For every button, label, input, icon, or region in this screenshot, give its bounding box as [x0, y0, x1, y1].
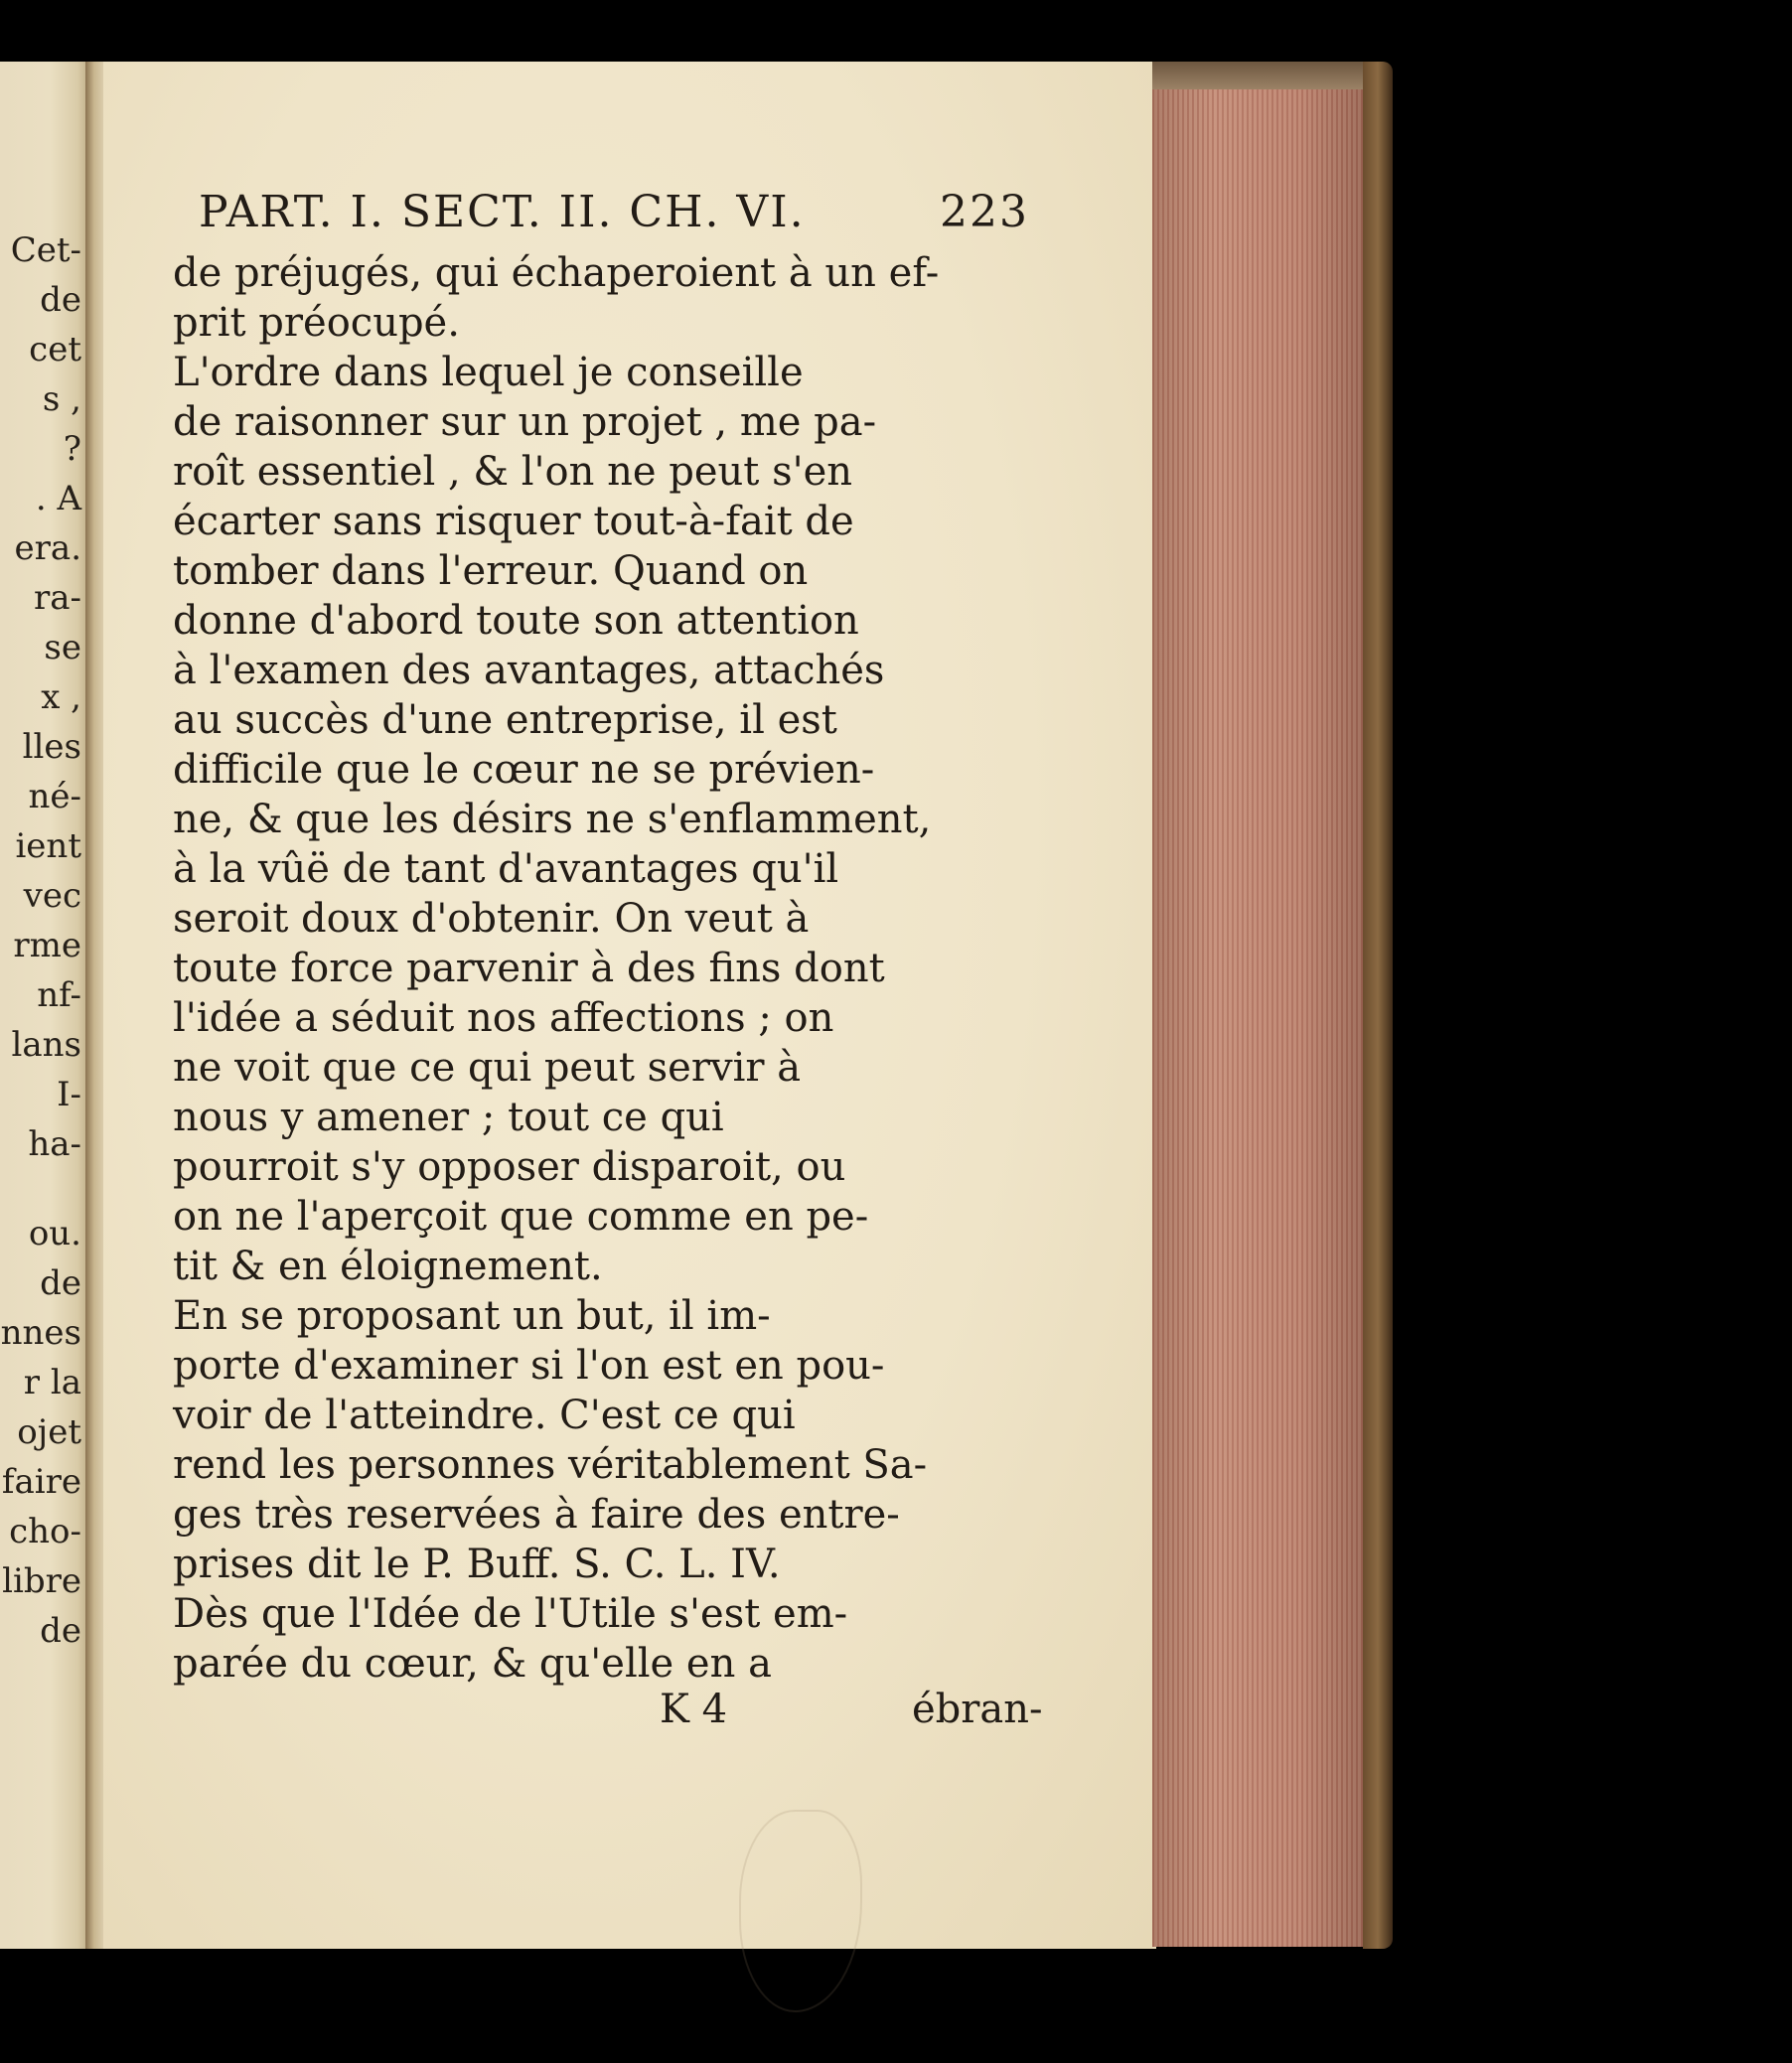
text-line: à l'examen des avantages, attachés [173, 648, 885, 693]
text-line: seroit doux d'obtenir. On veut à [173, 896, 810, 942]
left-line: lans [11, 1025, 81, 1065]
left-line: ou. [28, 1214, 81, 1253]
left-line: faire [1, 1462, 81, 1502]
text-line: prises dit le P. Buff. S. C. L. IV. [173, 1542, 781, 1587]
page-number: 223 [940, 187, 1029, 237]
page-edges [1152, 89, 1363, 1947]
left-line: cet [29, 330, 81, 369]
text-line: L'ordre dans lequel je conseille [173, 350, 804, 395]
text-line: tit & en éloignement. [173, 1244, 603, 1289]
left-line: vec [23, 876, 81, 916]
text-line: porte d'examiner si l'on est en pou- [173, 1343, 885, 1389]
text-line: à la vûë de tant d'avantages qu'il [173, 846, 839, 892]
text-line: prit préocupé. [173, 300, 460, 346]
signature-mark: K 4 [660, 1687, 728, 1732]
left-line: s , [42, 379, 81, 419]
text-line: toute force parvenir à des fins dont [173, 946, 885, 991]
left-line: r la [23, 1363, 81, 1402]
text-line: de raisonner sur un projet , me pa- [173, 399, 877, 445]
text-line: En se proposant un but, il im- [173, 1293, 771, 1339]
left-line: ojet [17, 1412, 81, 1452]
text-line: voir de l'atteindre. C'est ce qui [173, 1393, 796, 1438]
left-line: de [40, 280, 81, 320]
left-line: libre [2, 1561, 81, 1601]
left-line: era. [14, 528, 81, 568]
left-page-fragment [0, 62, 91, 1949]
text-line: donne d'abord toute son attention [173, 598, 859, 644]
left-line: ha- [28, 1124, 81, 1164]
left-line: nnes [0, 1313, 81, 1353]
text-line: difficile que le cœur ne se prévien- [173, 747, 875, 793]
left-line: se [44, 628, 81, 667]
left-line: ? [63, 429, 81, 469]
text-line: parée du cœur, & qu'elle en a [173, 1641, 772, 1687]
left-line: ient [15, 826, 81, 866]
text-line: on ne l'aperçoit que comme en pe- [173, 1194, 869, 1240]
left-line: ra- [33, 578, 81, 618]
text-line: ges très reservées à faire des entre- [173, 1492, 900, 1538]
page-edges-top [1152, 62, 1363, 91]
paper-stain [739, 1810, 862, 2012]
left-line: né- [28, 777, 81, 816]
text-line: Dès que l'Idée de l'Utile s'est em- [173, 1591, 848, 1637]
text-line: ne, & que les désirs ne s'enflamment, [173, 797, 932, 842]
text-line: rend les personnes véritablement Sa- [173, 1442, 928, 1488]
text-line: l'idée a séduit nos affections ; on [173, 995, 834, 1041]
running-head-title: PART. I. SECT. II. CH. VI. [199, 187, 806, 237]
text-line: tomber dans l'erreur. Quand on [173, 548, 809, 594]
text-line: pourroit s'y opposer disparoit, ou [173, 1144, 846, 1190]
left-line: Cet- [10, 230, 81, 270]
left-line: de [40, 1263, 81, 1303]
catchword: ébran- [912, 1687, 1043, 1732]
text-line: au succès d'une entreprise, il est [173, 697, 837, 743]
left-line: x , [41, 677, 81, 717]
left-line: I- [57, 1075, 81, 1114]
left-line: rme [13, 926, 81, 965]
text-line: roît essentiel , & l'on ne peut s'en [173, 449, 853, 495]
cover-edge [1363, 62, 1393, 1949]
left-line: cho- [9, 1512, 81, 1551]
left-line: nf- [37, 975, 81, 1015]
text-line: ne voit que ce qui peut servir à [173, 1045, 802, 1091]
text-line: de préjugés, qui échaperoient à un ef- [173, 250, 940, 296]
text-line: nous y amener ; tout ce qui [173, 1095, 724, 1140]
left-line: . A [35, 479, 81, 518]
left-line: de [40, 1611, 81, 1651]
text-line: écarter sans risquer tout-à-fait de [173, 499, 854, 544]
left-line: lles [22, 727, 81, 767]
